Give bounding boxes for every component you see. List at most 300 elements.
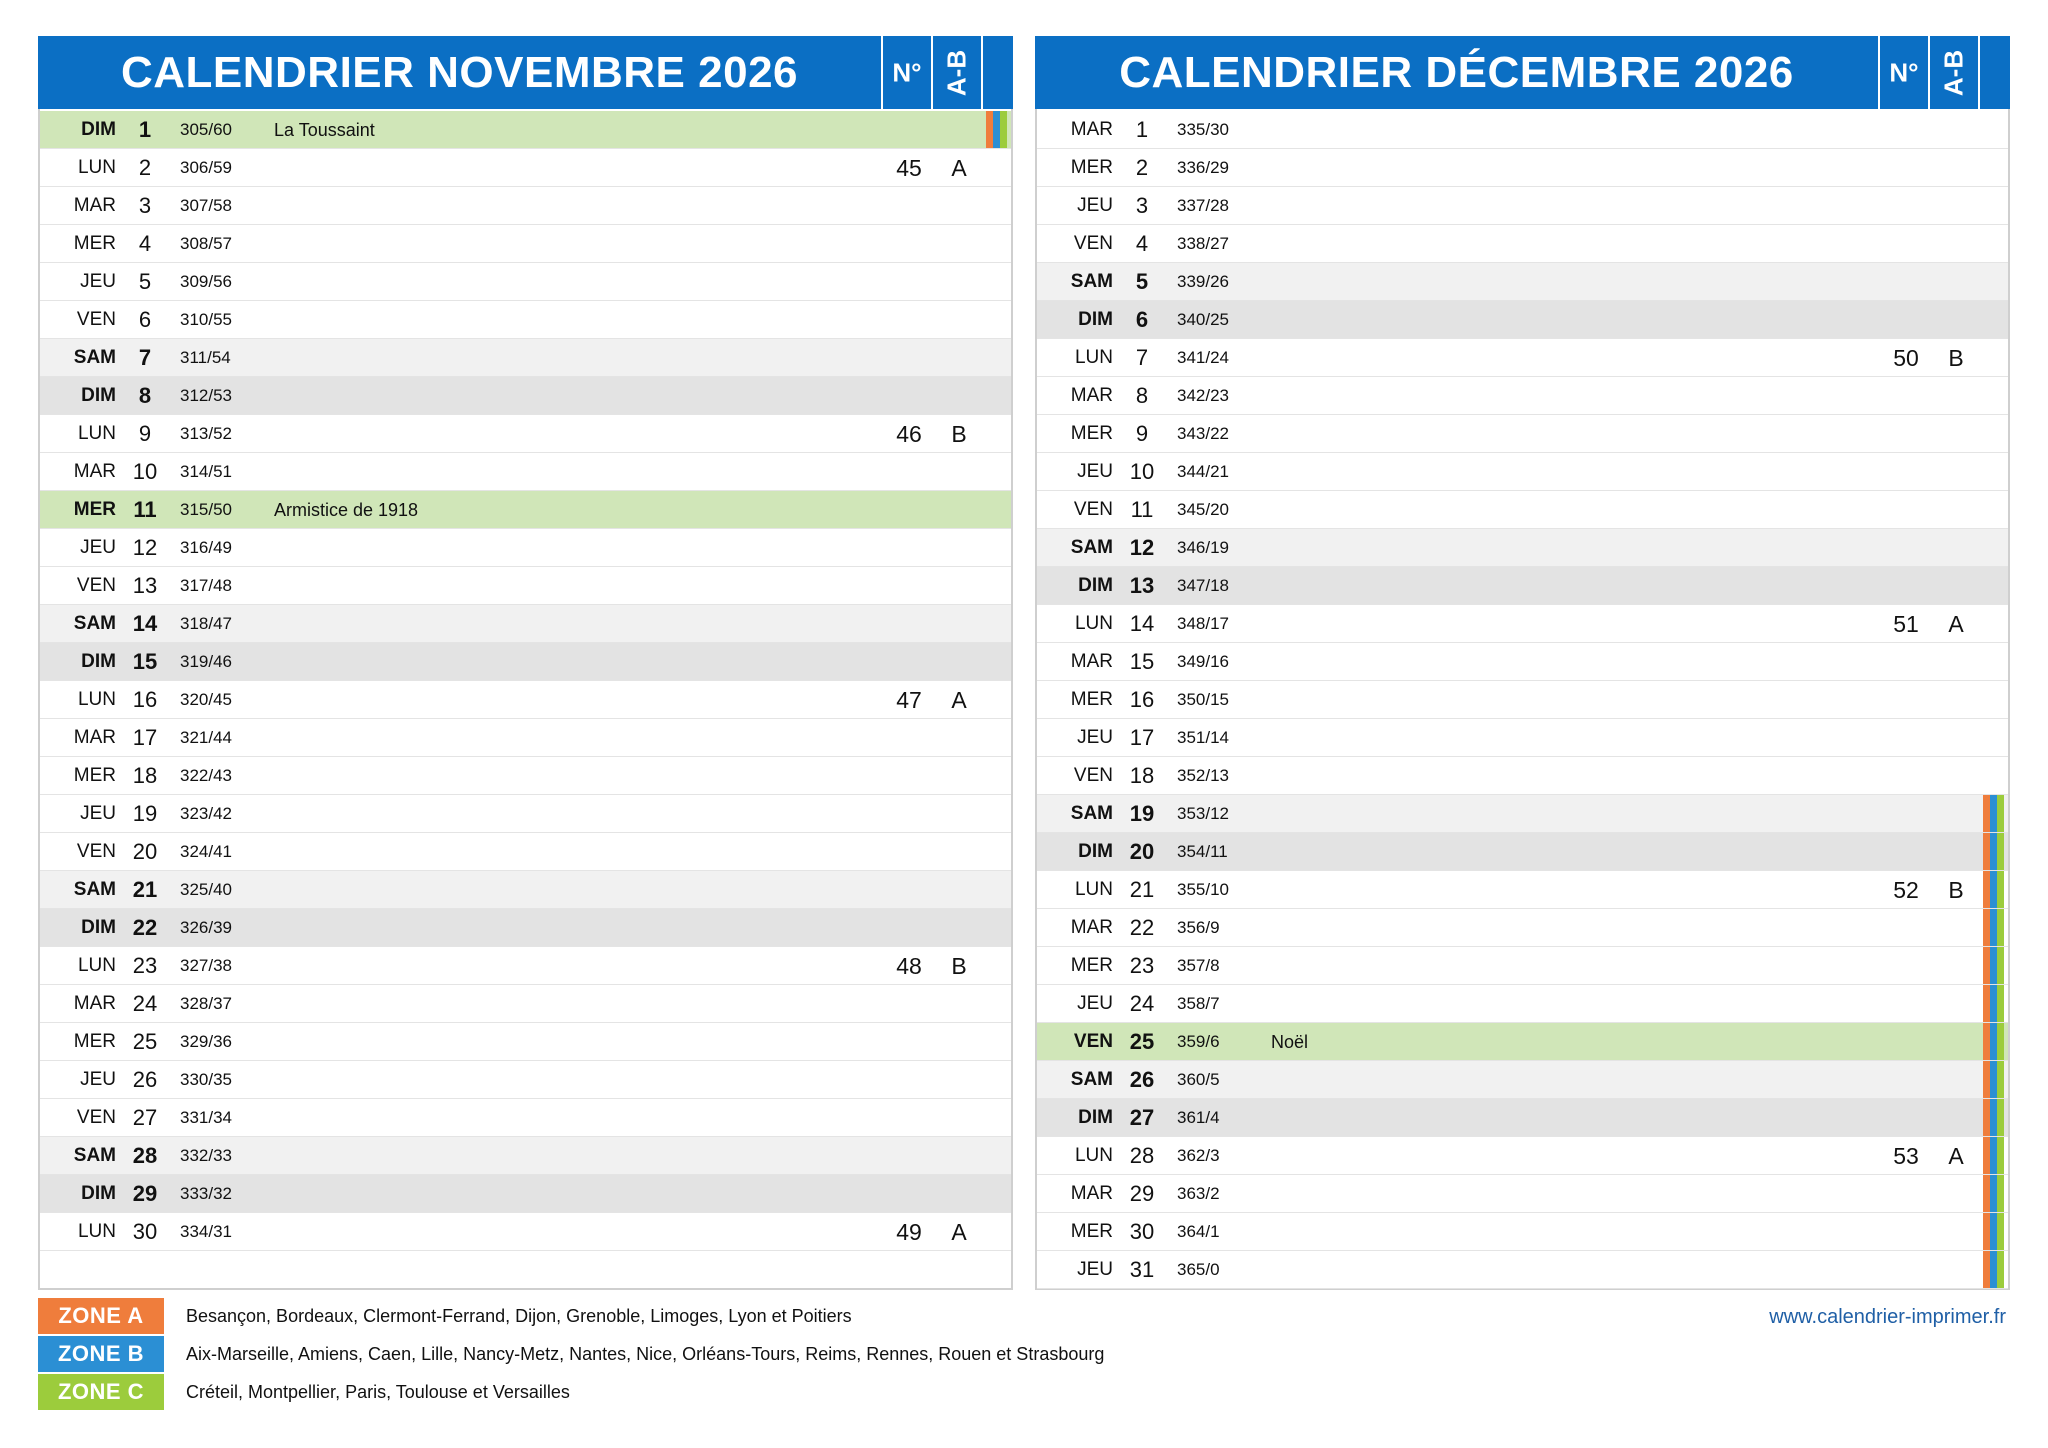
day-of-year: 331/34 — [180, 1108, 232, 1127]
day-row — [1037, 719, 2008, 757]
week-ab: A — [951, 155, 967, 181]
zone-c-holiday-bar — [1997, 985, 2004, 1022]
weekday-label: MER — [1070, 157, 1113, 178]
weekday-label: MER — [73, 499, 116, 520]
day-number: 12 — [1129, 535, 1155, 560]
day-of-year: 344/21 — [1177, 462, 1229, 481]
day-number: 2 — [1135, 155, 1149, 180]
day-of-year: 338/27 — [1177, 234, 1229, 253]
day-of-year: 330/35 — [180, 1070, 232, 1089]
day-row — [40, 871, 1011, 909]
day-number: 23 — [1129, 953, 1155, 978]
day-row — [1037, 491, 2008, 529]
day-number: 7 — [138, 345, 152, 370]
day-of-year: 358/7 — [1177, 994, 1220, 1013]
day-number: 5 — [1135, 269, 1149, 294]
day-of-year: 339/26 — [1177, 272, 1229, 291]
day-of-year: 313/52 — [180, 424, 232, 443]
day-row — [1037, 795, 2008, 833]
day-number: 2 — [138, 155, 152, 180]
day-of-year: 329/36 — [180, 1032, 232, 1051]
day-of-year: 315/50 — [180, 500, 232, 519]
zone-c-holiday-bar — [1997, 1175, 2004, 1212]
month-header — [1035, 36, 2010, 109]
day-row — [40, 795, 1011, 833]
day-row — [1037, 1175, 2008, 1213]
zone-c-holiday-bar — [1997, 1137, 2004, 1174]
day-row — [1037, 377, 2008, 415]
calendar-november — [38, 36, 1013, 1290]
weekday-label: MAR — [1070, 917, 1113, 938]
week-ab: A — [1948, 1143, 1964, 1169]
zone-a-holiday-bar — [1983, 1251, 1990, 1288]
day-of-year: 321/44 — [180, 728, 232, 747]
day-row — [1037, 149, 2008, 187]
week-number: 49 — [896, 1219, 922, 1245]
day-of-year: 355/10 — [1177, 880, 1229, 899]
day-of-year: 335/30 — [1177, 120, 1229, 139]
zone-b-badge: ZONE B — [38, 1336, 164, 1372]
day-of-year: 351/14 — [1177, 728, 1229, 747]
day-row — [1037, 605, 2008, 643]
day-of-year: 357/8 — [1177, 956, 1220, 975]
day-number: 22 — [132, 915, 158, 940]
zone-c-holiday-bar — [1997, 1251, 2004, 1288]
holiday-name: Noël — [1271, 1032, 1309, 1052]
day-number: 22 — [1129, 915, 1155, 940]
day-row — [1037, 1023, 2008, 1061]
zone-b-holiday-bar — [1990, 1023, 1997, 1060]
day-of-year: 319/46 — [180, 652, 232, 671]
zone-b-holiday-bar — [1990, 909, 1997, 946]
weekday-label: MAR — [1070, 385, 1113, 406]
legend-zone-c — [38, 1374, 1338, 1410]
day-number: 24 — [132, 991, 158, 1016]
week-number: 45 — [896, 155, 922, 181]
weekday-label: LUN — [77, 689, 116, 710]
day-list — [40, 111, 1011, 1251]
zone-c-holiday-bar — [1997, 909, 2004, 946]
day-of-year: 310/55 — [180, 310, 232, 329]
day-number: 16 — [132, 687, 158, 712]
day-row — [40, 1061, 1011, 1099]
day-row — [40, 947, 1011, 985]
zone-b-holiday-bar — [1990, 1137, 1997, 1174]
zone-c-holiday-bar — [1997, 871, 2004, 908]
day-number: 30 — [132, 1219, 158, 1244]
weekday-label: SAM — [73, 613, 116, 634]
day-of-year: 323/42 — [180, 804, 232, 823]
day-number: 27 — [1129, 1105, 1155, 1130]
day-number: 14 — [132, 611, 158, 636]
zone-b-holiday-bar — [1990, 1251, 1997, 1288]
day-number: 3 — [1135, 193, 1149, 218]
calendar-december — [1035, 36, 2010, 1290]
weekday-label: DIM — [1078, 841, 1113, 862]
weekday-label: MAR — [73, 727, 116, 748]
weekday-label: VEN — [1073, 765, 1113, 786]
day-number: 26 — [132, 1067, 158, 1092]
day-number: 14 — [1129, 611, 1155, 636]
zone-c-cities: Créteil, Montpellier, Paris, Toulouse et Versailles — [186, 1382, 570, 1402]
day-number: 19 — [1129, 801, 1155, 826]
day-row — [40, 149, 1011, 187]
zone-c-holiday-bar — [1997, 1023, 2004, 1060]
day-row — [40, 377, 1011, 415]
day-of-year: 341/24 — [1177, 348, 1229, 367]
zone-a-holiday-bar — [1983, 947, 1990, 984]
day-row — [40, 1099, 1011, 1137]
weekday-label: MAR — [1070, 651, 1113, 672]
day-row — [1037, 301, 2008, 339]
day-number: 26 — [1129, 1067, 1155, 1092]
weekday-label: JEU — [1077, 993, 1113, 1014]
day-number: 28 — [132, 1143, 158, 1168]
day-of-year: 324/41 — [180, 842, 232, 861]
day-of-year: 308/57 — [180, 234, 232, 253]
weekday-label: JEU — [1077, 1259, 1113, 1280]
day-row — [1037, 871, 2008, 909]
weekday-label: SAM — [73, 879, 116, 900]
day-row — [40, 491, 1011, 529]
week-number: 48 — [896, 953, 922, 979]
day-number: 24 — [1129, 991, 1155, 1016]
day-number: 27 — [132, 1105, 158, 1130]
month-header — [38, 36, 1013, 109]
weekday-label: DIM — [81, 651, 116, 672]
weekday-label: VEN — [1073, 233, 1113, 254]
zone-c-holiday-bar — [1997, 1213, 2004, 1250]
day-row — [40, 719, 1011, 757]
weekday-label: LUN — [1074, 879, 1113, 900]
zone-c-holiday-bar — [1997, 1099, 2004, 1136]
day-of-year: 334/31 — [180, 1222, 232, 1241]
day-of-year: 333/32 — [180, 1184, 232, 1203]
weekday-label: DIM — [81, 1183, 116, 1204]
day-number: 3 — [138, 193, 152, 218]
weekday-label: LUN — [77, 157, 116, 178]
day-of-year: 311/54 — [180, 348, 231, 367]
zone-a-holiday-bar — [1983, 985, 1990, 1022]
weekday-label: JEU — [1077, 727, 1113, 748]
day-of-year: 356/9 — [1177, 918, 1220, 937]
weekday-label: SAM — [1070, 1069, 1113, 1090]
day-number: 20 — [132, 839, 158, 864]
week-ab: B — [951, 421, 967, 447]
day-row — [40, 225, 1011, 263]
day-row — [1037, 415, 2008, 453]
weekday-label: MAR — [73, 195, 116, 216]
zone-a-holiday-bar — [1983, 871, 1990, 908]
day-row — [1037, 187, 2008, 225]
day-of-year: 306/59 — [180, 158, 232, 177]
day-row — [1037, 1213, 2008, 1251]
zone-b-holiday-bar — [1990, 1099, 1997, 1136]
day-of-year: 314/51 — [180, 462, 232, 481]
week-number: 51 — [1893, 611, 1919, 637]
day-row — [40, 339, 1011, 377]
day-of-year: 349/16 — [1177, 652, 1229, 671]
weekday-label: JEU — [1077, 461, 1113, 482]
zone-b-holiday-bar — [1990, 1061, 1997, 1098]
zone-a-holiday-bar — [1983, 1099, 1990, 1136]
day-of-year: 360/5 — [1177, 1070, 1220, 1089]
zone-a-holiday-bar — [1983, 1061, 1990, 1098]
day-of-year: 361/4 — [1177, 1108, 1220, 1127]
day-of-year: 364/1 — [1177, 1222, 1220, 1241]
day-of-year: 318/47 — [180, 614, 232, 633]
day-number: 25 — [1129, 1029, 1155, 1054]
day-number: 9 — [1135, 421, 1149, 446]
weekday-label: LUN — [1074, 1145, 1113, 1166]
month-title: CALENDRIER NOVEMBRE 2026 — [120, 48, 799, 97]
legend-zone-b — [38, 1336, 1338, 1372]
day-row — [40, 1137, 1011, 1175]
day-number: 30 — [1129, 1219, 1155, 1244]
day-number: 12 — [132, 535, 158, 560]
zone-a-holiday-bar — [1983, 1175, 1990, 1212]
day-row — [40, 111, 1011, 149]
day-number: 13 — [1129, 573, 1155, 598]
zone-b-holiday-bar — [1990, 871, 1997, 908]
day-of-year: 343/22 — [1177, 424, 1229, 443]
day-number: 8 — [1135, 383, 1149, 408]
day-row — [40, 605, 1011, 643]
week-ab: A — [951, 687, 967, 713]
zone-a-holiday-bar — [1983, 1023, 1990, 1060]
zone-c-holiday-bar — [1000, 111, 1007, 148]
day-of-year: 347/18 — [1177, 576, 1229, 595]
weekday-label: MER — [1070, 689, 1113, 710]
day-number: 7 — [1135, 345, 1149, 370]
week-ab-header: A-B — [1928, 36, 1978, 109]
week-ab: B — [1948, 345, 1964, 371]
day-number: 5 — [138, 269, 152, 294]
day-number: 11 — [1130, 497, 1154, 522]
weekday-label: MER — [73, 233, 116, 254]
day-of-year: 325/40 — [180, 880, 232, 899]
weekday-label: VEN — [1073, 1031, 1113, 1052]
weekday-label: MAR — [73, 993, 116, 1014]
legend-zone-a — [38, 1298, 1338, 1334]
weekday-label: SAM — [1070, 537, 1113, 558]
weekday-label: VEN — [76, 1107, 116, 1128]
day-row — [40, 415, 1011, 453]
zone-c-holiday-bar — [1997, 833, 2004, 870]
day-of-year: 354/11 — [1177, 842, 1228, 861]
day-of-year: 320/45 — [180, 690, 232, 709]
day-number: 10 — [132, 459, 158, 484]
day-number: 20 — [1129, 839, 1155, 864]
zone-b-cities: Aix-Marseille, Amiens, Caen, Lille, Nancy-Metz, Nantes, Nice, Orléans-Tours, Reims, Rennes, Rouen et Strasbourg — [186, 1344, 1105, 1364]
month-title: CALENDRIER DÉCEMBRE 2026 — [1119, 48, 1794, 97]
day-of-year: 363/2 — [1177, 1184, 1220, 1203]
day-row — [1037, 909, 2008, 947]
day-number: 17 — [132, 725, 158, 750]
weekday-label: JEU — [80, 271, 116, 292]
weekday-label: MER — [1070, 423, 1113, 444]
day-row — [1037, 757, 2008, 795]
day-row — [1037, 453, 2008, 491]
zone-a-holiday-bar — [1983, 1213, 1990, 1250]
day-of-year: 326/39 — [180, 918, 232, 937]
day-of-year: 328/37 — [180, 994, 232, 1013]
day-of-year: 352/13 — [1177, 766, 1229, 785]
zone-c-holiday-bar — [1997, 795, 2004, 832]
weekday-label: SAM — [1070, 803, 1113, 824]
weekday-label: JEU — [80, 537, 116, 558]
day-row — [40, 263, 1011, 301]
weekday-label: SAM — [1070, 271, 1113, 292]
zone-b-holiday-bar — [1990, 795, 1997, 832]
week-ab: A — [1948, 611, 1964, 637]
day-number: 9 — [138, 421, 152, 446]
day-number: 1 — [1135, 117, 1149, 142]
day-number: 16 — [1129, 687, 1155, 712]
day-of-year: 346/19 — [1177, 538, 1229, 557]
day-list — [1037, 111, 2008, 1289]
weekday-label: LUN — [77, 1221, 116, 1242]
zone-b-holiday-bar — [1990, 1213, 1997, 1250]
day-of-year: 316/49 — [180, 538, 232, 557]
weekday-label: MER — [1070, 1221, 1113, 1242]
day-of-year: 307/58 — [180, 196, 232, 215]
weekday-label: MAR — [1070, 119, 1113, 140]
day-number: 29 — [132, 1181, 158, 1206]
day-row — [1037, 225, 2008, 263]
week-number: 53 — [1893, 1143, 1919, 1169]
day-of-year: 350/15 — [1177, 690, 1229, 709]
day-number: 28 — [1129, 1143, 1155, 1168]
week-ab: A — [951, 1219, 967, 1245]
weekday-label: LUN — [77, 955, 116, 976]
weekday-label: DIM — [81, 385, 116, 406]
day-row — [1037, 1061, 2008, 1099]
day-of-year: 309/56 — [180, 272, 232, 291]
day-number: 1 — [138, 117, 152, 142]
day-row — [40, 681, 1011, 719]
weekday-label: DIM — [1078, 575, 1113, 596]
day-of-year: 337/28 — [1177, 196, 1229, 215]
day-number: 18 — [132, 763, 158, 788]
week-number-header: N° — [1878, 36, 1928, 109]
day-of-year: 317/48 — [180, 576, 232, 595]
day-of-year: 322/43 — [180, 766, 232, 785]
day-row — [40, 301, 1011, 339]
day-of-year: 340/25 — [1177, 310, 1229, 329]
zone-a-cities: Besançon, Bordeaux, Clermont-Ferrand, Dijon, Grenoble, Limoges, Lyon et Poitiers — [186, 1306, 852, 1326]
day-row — [40, 1175, 1011, 1213]
zone-a-badge: ZONE A — [38, 1298, 164, 1334]
zone-a-holiday-bar — [1983, 833, 1990, 870]
day-row — [1037, 529, 2008, 567]
weekday-label: VEN — [1073, 499, 1113, 520]
day-number: 4 — [1135, 231, 1149, 256]
weekday-label: VEN — [76, 841, 116, 862]
zone-header — [1978, 36, 2008, 109]
day-number: 15 — [132, 649, 158, 674]
zone-c-holiday-bar — [1997, 1061, 2004, 1098]
day-row — [1037, 339, 2008, 377]
day-number: 4 — [138, 231, 152, 256]
day-row — [40, 985, 1011, 1023]
weekday-label: JEU — [80, 1069, 116, 1090]
holiday-name: La Toussaint — [274, 120, 375, 140]
weekday-label: VEN — [76, 575, 116, 596]
day-number: 6 — [138, 307, 152, 332]
day-row — [40, 1023, 1011, 1061]
day-number: 23 — [132, 953, 158, 978]
zone-c-badge: ZONE C — [38, 1374, 164, 1410]
day-number: 6 — [1135, 307, 1149, 332]
week-number: 50 — [1893, 345, 1919, 371]
week-number: 47 — [896, 687, 922, 713]
weekday-label: LUN — [77, 423, 116, 444]
week-ab-header: A-B — [931, 36, 981, 109]
weekday-label: JEU — [80, 803, 116, 824]
day-of-year: 353/12 — [1177, 804, 1229, 823]
day-row — [1037, 1251, 2008, 1289]
weekday-label: LUN — [1074, 613, 1113, 634]
weekday-label: SAM — [73, 347, 116, 368]
day-row — [1037, 567, 2008, 605]
week-ab: B — [1948, 877, 1964, 903]
zone-c-holiday-bar — [1997, 947, 2004, 984]
weekday-label: LUN — [1074, 347, 1113, 368]
day-row — [1037, 1099, 2008, 1137]
week-number: 46 — [896, 421, 922, 447]
day-of-year: 342/23 — [1177, 386, 1229, 405]
day-of-year: 332/33 — [180, 1146, 232, 1165]
weekday-label: SAM — [73, 1145, 116, 1166]
zone-b-holiday-bar — [1990, 1175, 1997, 1212]
day-row — [1037, 985, 2008, 1023]
day-number: 10 — [1129, 459, 1155, 484]
weekday-label: VEN — [76, 309, 116, 330]
zone-a-holiday-bar — [1983, 1137, 1990, 1174]
day-of-year: 359/6 — [1177, 1032, 1220, 1051]
week-number: 52 — [1893, 877, 1919, 903]
day-row — [1037, 111, 2008, 149]
website-link[interactable]: www.calendrier-imprimer.fr — [1769, 1306, 2006, 1328]
day-row — [1037, 1137, 2008, 1175]
day-of-year: 336/29 — [1177, 158, 1229, 177]
week-number-header: N° — [881, 36, 931, 109]
day-number: 13 — [132, 573, 158, 598]
day-row — [40, 643, 1011, 681]
weekday-label: MER — [1070, 955, 1113, 976]
day-of-year: 365/0 — [1177, 1260, 1220, 1279]
day-number: 15 — [1129, 649, 1155, 674]
day-of-year: 348/17 — [1177, 614, 1229, 633]
day-row — [1037, 947, 2008, 985]
zone-b-holiday-bar — [993, 111, 1000, 148]
weekday-label: JEU — [1077, 195, 1113, 216]
day-of-year: 327/38 — [180, 956, 232, 975]
day-number: 21 — [132, 877, 158, 902]
weekday-label: MER — [73, 1031, 116, 1052]
day-of-year: 305/60 — [180, 120, 232, 139]
weekday-label: MAR — [73, 461, 116, 482]
weekday-label: MER — [73, 765, 116, 786]
day-row — [40, 909, 1011, 947]
day-row — [40, 833, 1011, 871]
day-of-year: 345/20 — [1177, 500, 1229, 519]
zone-b-holiday-bar — [1990, 947, 1997, 984]
weekday-label: DIM — [1078, 309, 1113, 330]
day-number: 31 — [1129, 1257, 1155, 1282]
day-row — [1037, 681, 2008, 719]
